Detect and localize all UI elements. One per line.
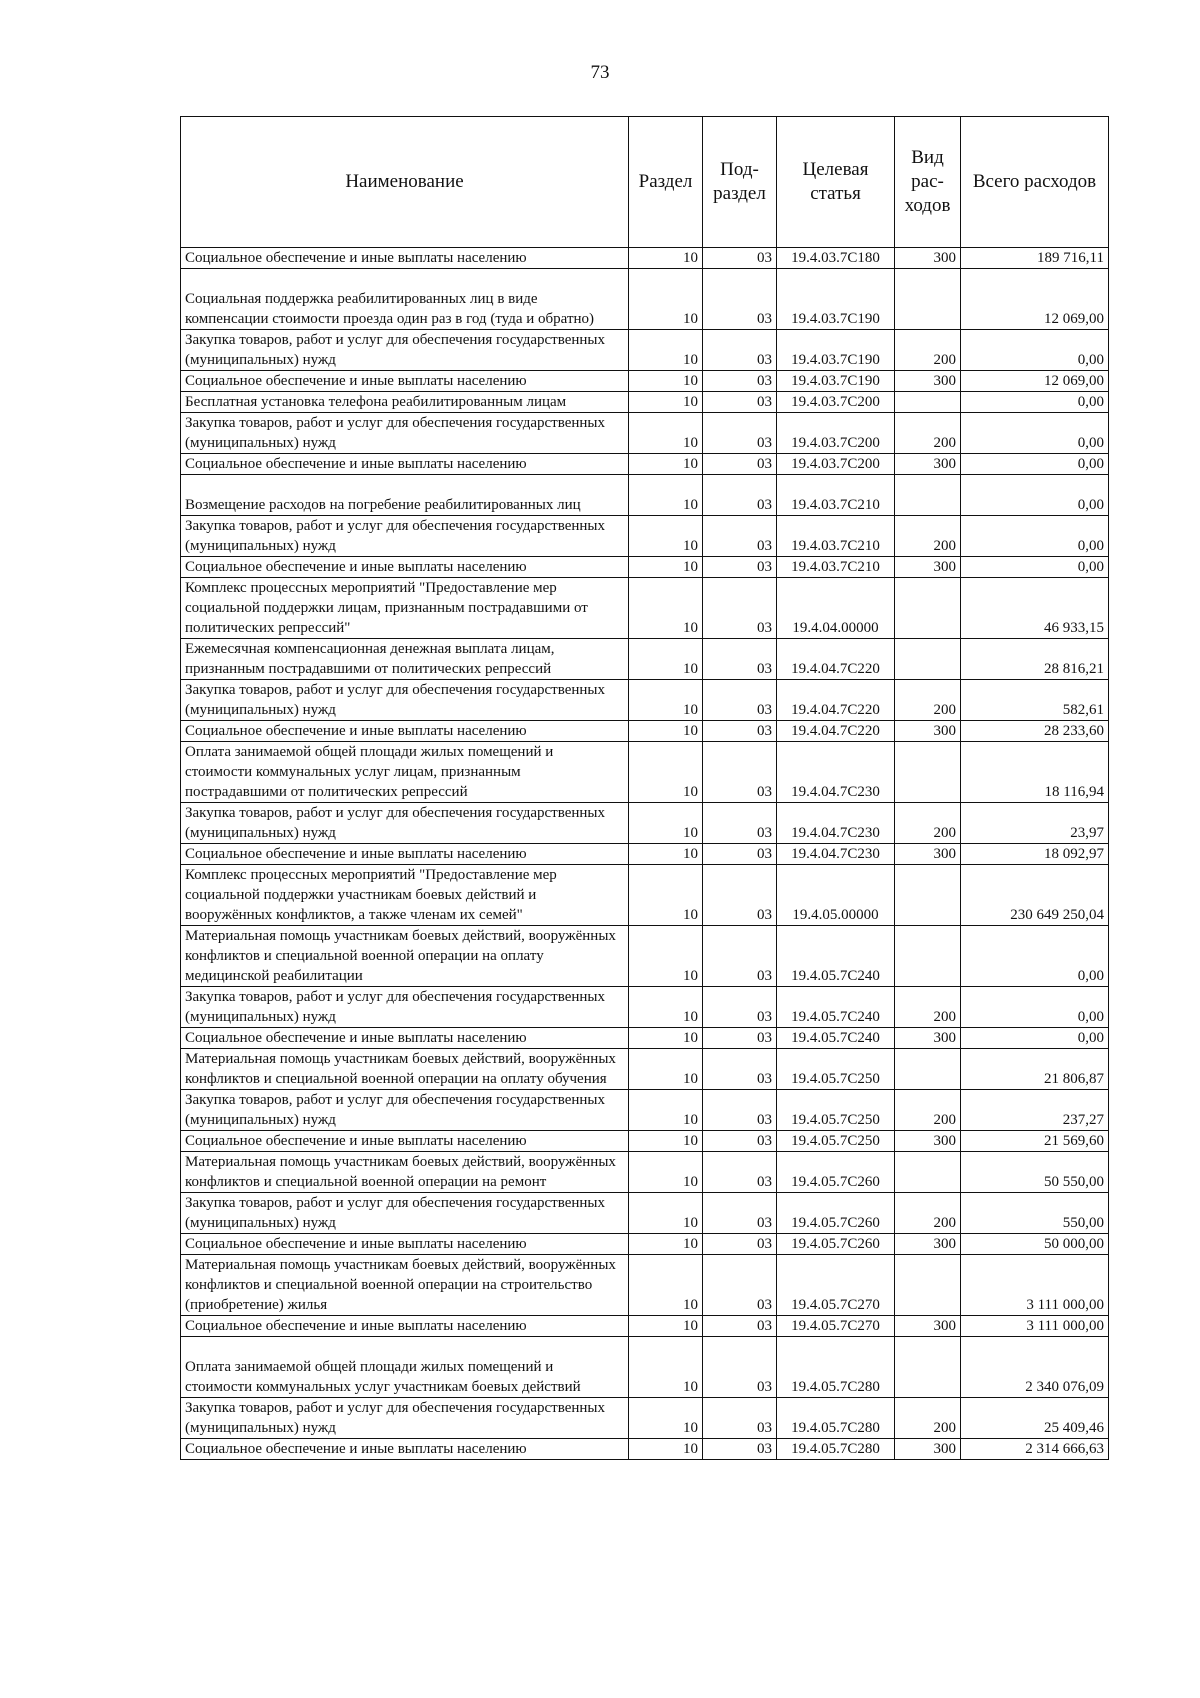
table-row bbox=[181, 578, 1109, 639]
row-total-cell: 18 092,97 bbox=[961, 844, 1109, 865]
row-type-cell: 300 bbox=[895, 1028, 961, 1049]
row-name-cell: Возмещение расходов на погребение реабилитированных лиц bbox=[181, 475, 629, 516]
row-subsection-cell: 03 bbox=[703, 454, 777, 475]
row-type-cell: 200 bbox=[895, 413, 961, 454]
row-section-cell: 10 bbox=[629, 269, 703, 330]
row-type-cell: 300 bbox=[895, 844, 961, 865]
row-target-cell: 19.4.04.7С230 bbox=[777, 803, 895, 844]
row-type-cell: 300 bbox=[895, 371, 961, 392]
header-section: Раздел bbox=[629, 117, 703, 248]
table-row bbox=[181, 1152, 1109, 1193]
row-section-cell: 10 bbox=[629, 742, 703, 803]
row-total-cell: 12 069,00 bbox=[961, 371, 1109, 392]
row-name-cell: Социальное обеспечение и иные выплаты населению bbox=[181, 721, 629, 742]
row-name-cell: Закупка товаров, работ и услуг для обеспечения государственных (муниципальных) нужд bbox=[181, 1398, 629, 1439]
row-target-cell: 19.4.03.7С190 bbox=[777, 269, 895, 330]
row-subsection-cell: 03 bbox=[703, 1131, 777, 1152]
row-total-cell: 50 000,00 bbox=[961, 1234, 1109, 1255]
row-section-cell: 10 bbox=[629, 1439, 703, 1460]
row-total-cell: 189 716,11 bbox=[961, 248, 1109, 269]
row-target-cell: 19.4.05.7С240 bbox=[777, 1028, 895, 1049]
row-name-cell: Социальное обеспечение и иные выплаты населению bbox=[181, 1316, 629, 1337]
row-section-cell: 10 bbox=[629, 844, 703, 865]
table-row bbox=[181, 1316, 1109, 1337]
row-type-cell bbox=[895, 639, 961, 680]
table-row bbox=[181, 680, 1109, 721]
table-row bbox=[181, 1028, 1109, 1049]
row-name-cell: Закупка товаров, работ и услуг для обеспечения государственных (муниципальных) нужд bbox=[181, 803, 629, 844]
table-row bbox=[181, 1193, 1109, 1234]
row-total-cell: 550,00 bbox=[961, 1193, 1109, 1234]
row-section-cell: 10 bbox=[629, 330, 703, 371]
row-section-cell: 10 bbox=[629, 1255, 703, 1316]
row-subsection-cell: 03 bbox=[703, 516, 777, 557]
row-total-cell: 0,00 bbox=[961, 330, 1109, 371]
row-type-cell: 300 bbox=[895, 248, 961, 269]
row-target-cell: 19.4.05.7С280 bbox=[777, 1439, 895, 1460]
row-subsection-cell: 03 bbox=[703, 1316, 777, 1337]
row-target-cell: 19.4.04.7С220 bbox=[777, 721, 895, 742]
row-subsection-cell: 03 bbox=[703, 392, 777, 413]
row-target-cell: 19.4.05.7С260 bbox=[777, 1193, 895, 1234]
row-target-cell: 19.4.03.7С190 bbox=[777, 330, 895, 371]
row-subsection-cell: 03 bbox=[703, 1049, 777, 1090]
row-name-cell: Социальное обеспечение и иные выплаты населению bbox=[181, 248, 629, 269]
row-section-cell: 10 bbox=[629, 803, 703, 844]
row-name-cell: Социальное обеспечение и иные выплаты населению bbox=[181, 1131, 629, 1152]
row-section-cell: 10 bbox=[629, 557, 703, 578]
row-total-cell: 23,97 bbox=[961, 803, 1109, 844]
row-target-cell: 19.4.05.7С250 bbox=[777, 1131, 895, 1152]
header-subsection: Под-раздел bbox=[703, 117, 777, 248]
row-subsection-cell: 03 bbox=[703, 844, 777, 865]
table-row bbox=[181, 1439, 1109, 1460]
table-row bbox=[181, 392, 1109, 413]
row-target-cell: 19.4.04.00000 bbox=[777, 578, 895, 639]
row-section-cell: 10 bbox=[629, 987, 703, 1028]
table-row bbox=[181, 269, 1109, 330]
row-section-cell: 10 bbox=[629, 1131, 703, 1152]
row-type-cell: 200 bbox=[895, 803, 961, 844]
row-subsection-cell: 03 bbox=[703, 987, 777, 1028]
row-section-cell: 10 bbox=[629, 1337, 703, 1398]
row-name-cell: Комплекс процессных мероприятий "Предоставление мер социальной поддержки участникам боевых действий и вооружённых конфликтов, а также членам их семей" bbox=[181, 865, 629, 926]
row-section-cell: 10 bbox=[629, 516, 703, 557]
row-section-cell: 10 bbox=[629, 865, 703, 926]
row-total-cell: 21 569,60 bbox=[961, 1131, 1109, 1152]
row-name-cell: Ежемесячная компенсационная денежная выплата лицам, признанным пострадавшими от политических репрессий bbox=[181, 639, 629, 680]
row-target-cell: 19.4.04.7С230 bbox=[777, 742, 895, 803]
row-target-cell: 19.4.05.7С280 bbox=[777, 1398, 895, 1439]
table-row bbox=[181, 330, 1109, 371]
row-name-cell: Социальное обеспечение и иные выплаты населению bbox=[181, 1234, 629, 1255]
table-row bbox=[181, 844, 1109, 865]
row-subsection-cell: 03 bbox=[703, 1152, 777, 1193]
row-name-cell: Закупка товаров, работ и услуг для обеспечения государственных (муниципальных) нужд bbox=[181, 330, 629, 371]
table-row bbox=[181, 742, 1109, 803]
row-name-cell: Социальное обеспечение и иные выплаты населению bbox=[181, 844, 629, 865]
row-subsection-cell: 03 bbox=[703, 557, 777, 578]
table-row bbox=[181, 1090, 1109, 1131]
table-row bbox=[181, 1255, 1109, 1316]
row-type-cell bbox=[895, 742, 961, 803]
row-subsection-cell: 03 bbox=[703, 269, 777, 330]
row-total-cell: 18 116,94 bbox=[961, 742, 1109, 803]
row-subsection-cell: 03 bbox=[703, 578, 777, 639]
page-number: 73 bbox=[590, 62, 610, 83]
table-row bbox=[181, 557, 1109, 578]
row-name-cell: Бесплатная установка телефона реабилитированным лицам bbox=[181, 392, 629, 413]
table-row bbox=[181, 1049, 1109, 1090]
row-target-cell: 19.4.05.7С240 bbox=[777, 926, 895, 987]
row-name-cell: Материальная помощь участникам боевых действий, вооружённых конфликтов и специальной военной операции на строительство (приобретение) жилья bbox=[181, 1255, 629, 1316]
row-name-cell: Комплекс процессных мероприятий "Предоставление мер социальной поддержки лицам, признанным пострадавшими от политических репрессий" bbox=[181, 578, 629, 639]
row-type-cell: 300 bbox=[895, 1234, 961, 1255]
row-total-cell: 230 649 250,04 bbox=[961, 865, 1109, 926]
table-row bbox=[181, 721, 1109, 742]
row-total-cell: 25 409,46 bbox=[961, 1398, 1109, 1439]
row-total-cell: 2 340 076,09 bbox=[961, 1337, 1109, 1398]
row-name-cell: Закупка товаров, работ и услуг для обеспечения государственных (муниципальных) нужд bbox=[181, 987, 629, 1028]
row-section-cell: 10 bbox=[629, 1316, 703, 1337]
table-row bbox=[181, 1337, 1109, 1398]
row-subsection-cell: 03 bbox=[703, 330, 777, 371]
row-name-cell: Социальное обеспечение и иные выплаты населению bbox=[181, 1439, 629, 1460]
table-row bbox=[181, 1131, 1109, 1152]
row-section-cell: 10 bbox=[629, 1234, 703, 1255]
table-row bbox=[181, 639, 1109, 680]
table-row bbox=[181, 1234, 1109, 1255]
row-type-cell: 200 bbox=[895, 987, 961, 1028]
row-type-cell bbox=[895, 1049, 961, 1090]
row-section-cell: 10 bbox=[629, 1049, 703, 1090]
row-subsection-cell: 03 bbox=[703, 1337, 777, 1398]
row-target-cell: 19.4.03.7С210 bbox=[777, 557, 895, 578]
row-type-cell: 300 bbox=[895, 557, 961, 578]
row-section-cell: 10 bbox=[629, 1028, 703, 1049]
table-row bbox=[181, 926, 1109, 987]
row-subsection-cell: 03 bbox=[703, 1255, 777, 1316]
row-section-cell: 10 bbox=[629, 721, 703, 742]
row-target-cell: 19.4.05.7С240 bbox=[777, 987, 895, 1028]
row-section-cell: 10 bbox=[629, 1090, 703, 1131]
row-name-cell: Закупка товаров, работ и услуг для обеспечения государственных (муниципальных) нужд bbox=[181, 516, 629, 557]
header-type: Вид рас-ходов bbox=[895, 117, 961, 248]
row-type-cell: 300 bbox=[895, 721, 961, 742]
row-target-cell: 19.4.05.7С260 bbox=[777, 1152, 895, 1193]
row-target-cell: 19.4.05.7С250 bbox=[777, 1049, 895, 1090]
row-total-cell: 46 933,15 bbox=[961, 578, 1109, 639]
row-name-cell: Социальное обеспечение и иные выплаты населению bbox=[181, 371, 629, 392]
table-body bbox=[181, 248, 1109, 1460]
row-total-cell: 0,00 bbox=[961, 413, 1109, 454]
row-subsection-cell: 03 bbox=[703, 680, 777, 721]
row-type-cell: 300 bbox=[895, 454, 961, 475]
header-target: Целевая статья bbox=[777, 117, 895, 248]
row-section-cell: 10 bbox=[629, 248, 703, 269]
row-target-cell: 19.4.03.7С210 bbox=[777, 475, 895, 516]
row-type-cell bbox=[895, 578, 961, 639]
row-subsection-cell: 03 bbox=[703, 1439, 777, 1460]
table-row bbox=[181, 1398, 1109, 1439]
row-total-cell: 3 111 000,00 bbox=[961, 1316, 1109, 1337]
table-row bbox=[181, 413, 1109, 454]
row-section-cell: 10 bbox=[629, 1398, 703, 1439]
row-target-cell: 19.4.05.7С260 bbox=[777, 1234, 895, 1255]
row-name-cell: Оплата занимаемой общей площади жилых помещений и стоимости коммунальных услуг лицам, признанным пострадавшими от политических репрессий bbox=[181, 742, 629, 803]
row-total-cell: 237,27 bbox=[961, 1090, 1109, 1131]
row-subsection-cell: 03 bbox=[703, 248, 777, 269]
table-row bbox=[181, 454, 1109, 475]
row-target-cell: 19.4.03.7С200 bbox=[777, 454, 895, 475]
row-section-cell: 10 bbox=[629, 1193, 703, 1234]
row-type-cell bbox=[895, 1337, 961, 1398]
header-total: Всего расходов bbox=[961, 117, 1109, 248]
table-row bbox=[181, 371, 1109, 392]
row-type-cell: 200 bbox=[895, 1090, 961, 1131]
row-section-cell: 10 bbox=[629, 639, 703, 680]
row-section-cell: 10 bbox=[629, 454, 703, 475]
row-subsection-cell: 03 bbox=[703, 803, 777, 844]
table-row bbox=[181, 248, 1109, 269]
row-subsection-cell: 03 bbox=[703, 1398, 777, 1439]
row-type-cell: 300 bbox=[895, 1316, 961, 1337]
row-total-cell: 0,00 bbox=[961, 557, 1109, 578]
row-subsection-cell: 03 bbox=[703, 475, 777, 516]
row-target-cell: 19.4.03.7С200 bbox=[777, 392, 895, 413]
row-section-cell: 10 bbox=[629, 392, 703, 413]
row-name-cell: Социальное обеспечение и иные выплаты населению bbox=[181, 454, 629, 475]
row-subsection-cell: 03 bbox=[703, 1193, 777, 1234]
row-target-cell: 19.4.03.7С210 bbox=[777, 516, 895, 557]
row-name-cell: Оплата занимаемой общей площади жилых помещений и стоимости коммунальных услуг участникам боевых действий bbox=[181, 1337, 629, 1398]
row-section-cell: 10 bbox=[629, 578, 703, 639]
row-target-cell: 19.4.05.7С270 bbox=[777, 1316, 895, 1337]
row-total-cell: 0,00 bbox=[961, 454, 1109, 475]
table-row bbox=[181, 516, 1109, 557]
row-total-cell: 28 233,60 bbox=[961, 721, 1109, 742]
table-header bbox=[181, 117, 1109, 248]
row-type-cell: 200 bbox=[895, 516, 961, 557]
row-name-cell: Социальная поддержка реабилитированных лиц в виде компенсации стоимости проезда один раз в год (туда и обратно) bbox=[181, 269, 629, 330]
row-name-cell: Закупка товаров, работ и услуг для обеспечения государственных (муниципальных) нужд bbox=[181, 680, 629, 721]
row-name-cell: Социальное обеспечение и иные выплаты населению bbox=[181, 1028, 629, 1049]
row-total-cell: 50 550,00 bbox=[961, 1152, 1109, 1193]
row-type-cell: 200 bbox=[895, 1193, 961, 1234]
row-target-cell: 19.4.03.7С200 bbox=[777, 413, 895, 454]
row-section-cell: 10 bbox=[629, 371, 703, 392]
row-target-cell: 19.4.05.00000 bbox=[777, 865, 895, 926]
row-type-cell: 300 bbox=[895, 1131, 961, 1152]
table-row bbox=[181, 475, 1109, 516]
row-target-cell: 19.4.05.7С250 bbox=[777, 1090, 895, 1131]
header-name: Наименование bbox=[181, 117, 629, 248]
row-subsection-cell: 03 bbox=[703, 639, 777, 680]
row-target-cell: 19.4.04.7С220 bbox=[777, 639, 895, 680]
row-target-cell: 19.4.05.7С270 bbox=[777, 1255, 895, 1316]
table-row bbox=[181, 865, 1109, 926]
row-total-cell: 2 314 666,63 bbox=[961, 1439, 1109, 1460]
row-subsection-cell: 03 bbox=[703, 371, 777, 392]
row-name-cell: Материальная помощь участникам боевых действий, вооружённых конфликтов и специальной военной операции на оплату обучения bbox=[181, 1049, 629, 1090]
row-total-cell: 0,00 bbox=[961, 1028, 1109, 1049]
row-total-cell: 0,00 bbox=[961, 926, 1109, 987]
row-total-cell: 0,00 bbox=[961, 475, 1109, 516]
row-type-cell: 200 bbox=[895, 680, 961, 721]
row-name-cell: Материальная помощь участникам боевых действий, вооружённых конфликтов и специальной военной операции на ремонт bbox=[181, 1152, 629, 1193]
row-subsection-cell: 03 bbox=[703, 1028, 777, 1049]
row-type-cell: 200 bbox=[895, 1398, 961, 1439]
row-type-cell bbox=[895, 926, 961, 987]
table-row bbox=[181, 987, 1109, 1028]
row-target-cell: 19.4.04.7С230 bbox=[777, 844, 895, 865]
row-type-cell bbox=[895, 1152, 961, 1193]
row-total-cell: 28 816,21 bbox=[961, 639, 1109, 680]
row-subsection-cell: 03 bbox=[703, 926, 777, 987]
row-subsection-cell: 03 bbox=[703, 413, 777, 454]
row-target-cell: 19.4.05.7С280 bbox=[777, 1337, 895, 1398]
row-section-cell: 10 bbox=[629, 680, 703, 721]
row-name-cell: Материальная помощь участникам боевых действий, вооружённых конфликтов и специальной военной операции на оплату медицинской реабилитации bbox=[181, 926, 629, 987]
row-subsection-cell: 03 bbox=[703, 721, 777, 742]
row-subsection-cell: 03 bbox=[703, 742, 777, 803]
row-subsection-cell: 03 bbox=[703, 865, 777, 926]
row-total-cell: 3 111 000,00 bbox=[961, 1255, 1109, 1316]
row-target-cell: 19.4.03.7С180 bbox=[777, 248, 895, 269]
row-total-cell: 582,61 bbox=[961, 680, 1109, 721]
row-type-cell bbox=[895, 475, 961, 516]
row-subsection-cell: 03 bbox=[703, 1090, 777, 1131]
row-total-cell: 0,00 bbox=[961, 987, 1109, 1028]
row-name-cell: Закупка товаров, работ и услуг для обеспечения государственных (муниципальных) нужд bbox=[181, 1193, 629, 1234]
row-type-cell bbox=[895, 1255, 961, 1316]
table-row bbox=[181, 803, 1109, 844]
row-section-cell: 10 bbox=[629, 475, 703, 516]
row-target-cell: 19.4.03.7С190 bbox=[777, 371, 895, 392]
row-subsection-cell: 03 bbox=[703, 1234, 777, 1255]
row-type-cell: 300 bbox=[895, 1439, 961, 1460]
row-type-cell: 200 bbox=[895, 330, 961, 371]
row-type-cell bbox=[895, 865, 961, 926]
budget-table bbox=[180, 116, 1109, 1460]
row-total-cell: 12 069,00 bbox=[961, 269, 1109, 330]
row-section-cell: 10 bbox=[629, 413, 703, 454]
row-total-cell: 21 806,87 bbox=[961, 1049, 1109, 1090]
row-name-cell: Закупка товаров, работ и услуг для обеспечения государственных (муниципальных) нужд bbox=[181, 1090, 629, 1131]
row-type-cell bbox=[895, 269, 961, 330]
row-name-cell: Социальное обеспечение и иные выплаты населению bbox=[181, 557, 629, 578]
row-section-cell: 10 bbox=[629, 1152, 703, 1193]
row-section-cell: 10 bbox=[629, 926, 703, 987]
row-total-cell: 0,00 bbox=[961, 392, 1109, 413]
row-target-cell: 19.4.04.7С220 bbox=[777, 680, 895, 721]
row-name-cell: Закупка товаров, работ и услуг для обеспечения государственных (муниципальных) нужд bbox=[181, 413, 629, 454]
row-total-cell: 0,00 bbox=[961, 516, 1109, 557]
row-type-cell bbox=[895, 392, 961, 413]
